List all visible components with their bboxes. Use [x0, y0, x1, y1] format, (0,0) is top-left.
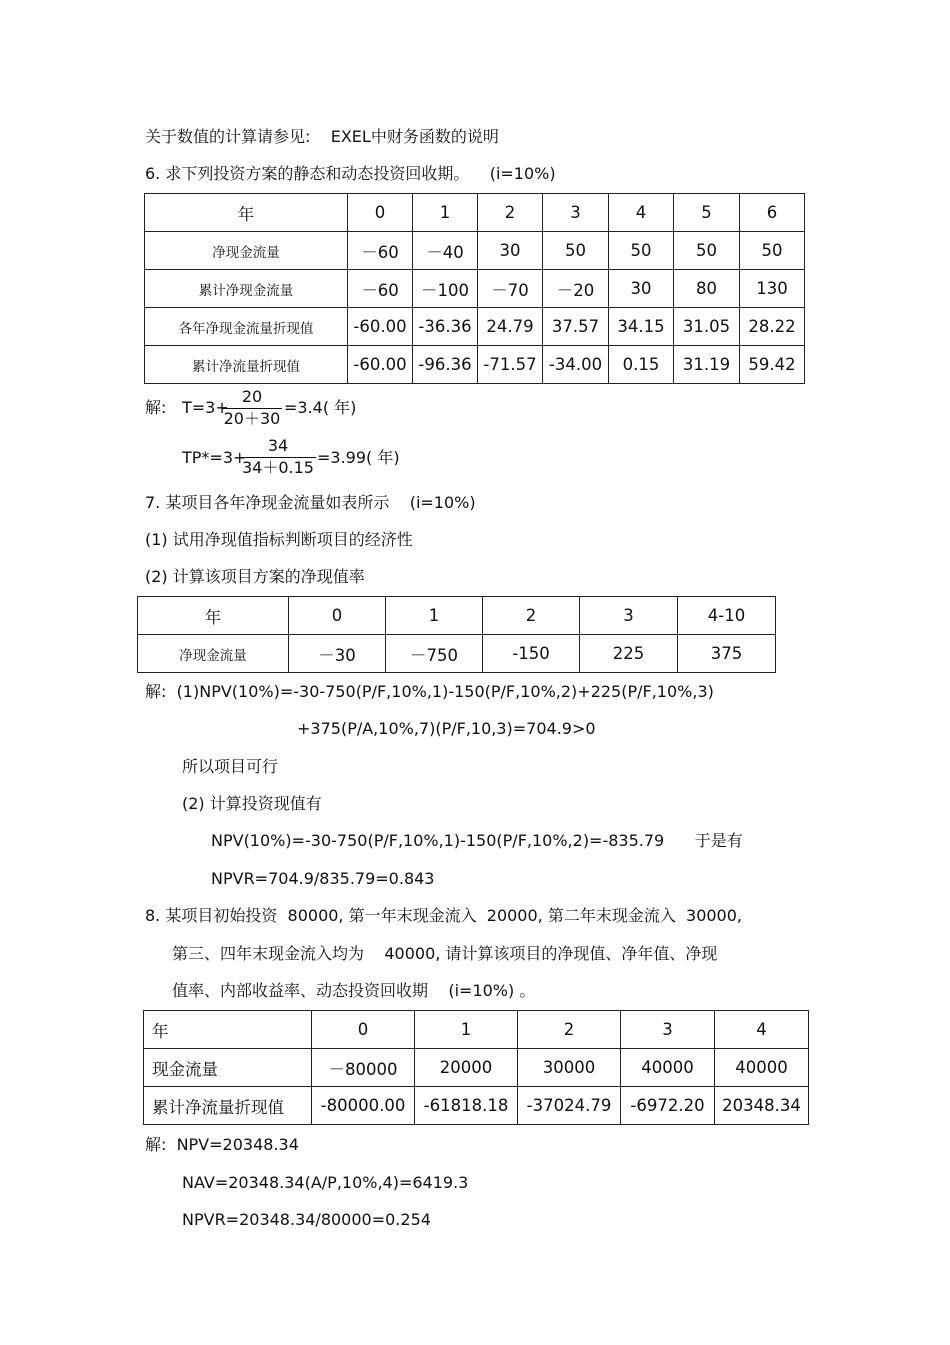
table-cell: 37.57 — [543, 308, 609, 346]
table-cell: 80 — [674, 270, 740, 308]
header-cell: 4 — [609, 194, 674, 232]
table-cell: 50 — [543, 232, 609, 270]
table-cell: -80000.00 — [312, 1087, 415, 1125]
q8-title-line2: 第三、四年末现金流入均为 40000, 请计算该项目的净现值、净年值、净现 — [172, 944, 718, 963]
row-label: 累计净现金流量 — [145, 270, 348, 308]
q6-title: 6. 求下列投资方案的静态和动态投资回收期。 (i=10%) — [145, 164, 556, 183]
header-cell: 5 — [674, 194, 740, 232]
table-cell: 59.42 — [740, 346, 805, 384]
table-header-row — [144, 1011, 809, 1049]
q7-solution-line5: NPV(10%)=-30-750(P/F,10%,1)-150(P/F,10%,2)=-835.79 于是有 — [211, 831, 743, 850]
q7-table — [137, 596, 776, 673]
table-cell: 225 — [580, 635, 678, 673]
table-cell: -60.00 — [348, 346, 413, 384]
header-cell: 1 — [415, 1011, 518, 1049]
q6-tp-denominator: 34＋0.15 — [242, 458, 314, 477]
q7-solution-line6: NPVR=704.9/835.79=0.843 — [211, 869, 435, 888]
table-cell: 24.79 — [478, 308, 543, 346]
q8-solution-line3: NPVR=20348.34/80000=0.254 — [182, 1210, 431, 1229]
table-cell: 130 — [740, 270, 805, 308]
table-row — [145, 308, 805, 346]
table-header-row — [138, 597, 776, 635]
table-row — [145, 346, 805, 384]
header-cell: 4 — [715, 1011, 809, 1049]
table-cell: 40000 — [621, 1049, 715, 1087]
header-cell: 3 — [580, 597, 678, 635]
q6-tp-result: =3.99( 年) — [317, 448, 400, 467]
header-cell: 0 — [348, 194, 413, 232]
q8-title-line1: 8. 某项目初始投资 80000, 第一年末现金流入 20000, 第二年末现金流入 30000, — [145, 906, 742, 925]
table-cell: 30 — [478, 232, 543, 270]
table-cell: －80000 — [312, 1049, 415, 1087]
table-cell: －750 — [386, 635, 483, 673]
header-cell: 3 — [621, 1011, 715, 1049]
q6-tp-prefix: TP*=3+ — [182, 448, 247, 467]
table-cell: 50 — [609, 232, 674, 270]
q6-t-result: =3.4( 年) — [284, 398, 357, 417]
table-cell: －40 — [413, 232, 478, 270]
q6-tp-numerator: 34 — [267, 436, 289, 455]
header-cell: 0 — [312, 1011, 415, 1049]
table-cell: -71.57 — [478, 346, 543, 384]
row-label: 净现金流量 — [138, 635, 289, 673]
header-cell: 4-10 — [678, 597, 776, 635]
table-cell: 28.22 — [740, 308, 805, 346]
table-cell: -36.36 — [413, 308, 478, 346]
header-cell: 年 — [138, 597, 289, 635]
table-cell: －70 — [478, 270, 543, 308]
header-cell: 年 — [145, 194, 348, 232]
table-cell: -6972.20 — [621, 1087, 715, 1125]
q6-t-prefix: T=3+ — [182, 398, 229, 417]
table-cell: 0.15 — [609, 346, 674, 384]
q6-tp-fraction — [240, 437, 316, 477]
table-cell: 34.15 — [609, 308, 674, 346]
table-cell: 375 — [678, 635, 776, 673]
table-cell: －60 — [348, 232, 413, 270]
q7-solution-line2: +375(P/A,10%,7)(P/F,10,3)=704.9>0 — [297, 719, 596, 738]
table-cell: -150 — [483, 635, 580, 673]
table-cell: －20 — [543, 270, 609, 308]
header-cell: 6 — [740, 194, 805, 232]
header-cell: 2 — [478, 194, 543, 232]
header-cell: 0 — [289, 597, 386, 635]
table-cell: 30 — [609, 270, 674, 308]
table-row — [145, 270, 805, 308]
q6-solution-label: 解: — [145, 398, 167, 417]
table-row — [144, 1087, 809, 1125]
table-cell: －100 — [413, 270, 478, 308]
table-cell: -60.00 — [348, 308, 413, 346]
q6-t-numerator: 20 — [241, 387, 263, 406]
row-label: 各年净现金流量折现值 — [145, 308, 348, 346]
q7-title: 7. 某项目各年净现金流量如表所示 (i=10%) — [145, 493, 476, 512]
row-label: 净现金流量 — [145, 232, 348, 270]
table-cell: -96.36 — [413, 346, 478, 384]
q7-solution-line4: (2) 计算投资现值有 — [182, 794, 322, 813]
header-cell: 1 — [386, 597, 483, 635]
q6-t-denominator: 20＋30 — [223, 409, 281, 428]
header-cell: 2 — [483, 597, 580, 635]
q7-sub2: (2) 计算该项目方案的净现值率 — [145, 567, 365, 586]
table-cell: -61818.18 — [415, 1087, 518, 1125]
row-label: 累计净流量折现值 — [145, 346, 348, 384]
table-cell: 31.05 — [674, 308, 740, 346]
table-cell: 31.19 — [674, 346, 740, 384]
q8-title-line3: 值率、内部收益率、动态投资回收期 (i=10%) 。 — [172, 981, 536, 1000]
table-row — [144, 1049, 809, 1087]
table-cell: 50 — [740, 232, 805, 270]
header-cell: 1 — [413, 194, 478, 232]
table-cell: -37024.79 — [518, 1087, 621, 1125]
table-header-row — [145, 194, 805, 232]
q8-solution-line1: 解: NPV=20348.34 — [145, 1135, 299, 1154]
q7-solution-line3: 所以项目可行 — [182, 757, 279, 776]
table-cell: 30000 — [518, 1049, 621, 1087]
q7-sub1: (1) 试用净现值指标判断项目的经济性 — [145, 530, 413, 549]
table-cell: 20348.34 — [715, 1087, 809, 1125]
header-cell: 3 — [543, 194, 609, 232]
intro-note: 关于数值的计算请参见: EXEL中财务函数的说明 — [145, 127, 499, 146]
table-cell: 20000 — [415, 1049, 518, 1087]
table-cell: 40000 — [715, 1049, 809, 1087]
table-cell: -34.00 — [543, 346, 609, 384]
q6-t-fraction — [222, 388, 282, 428]
header-cell: 2 — [518, 1011, 621, 1049]
row-label: 现金流量 — [144, 1049, 312, 1087]
row-label: 累计净流量折现值 — [144, 1087, 312, 1125]
q8-solution-line2: NAV=20348.34(A/P,10%,4)=6419.3 — [182, 1173, 469, 1192]
q8-table — [143, 1010, 809, 1125]
q6-table — [144, 193, 805, 384]
table-row — [145, 232, 805, 270]
table-cell: －60 — [348, 270, 413, 308]
table-cell: －30 — [289, 635, 386, 673]
q7-solution-line1: 解: (1)NPV(10%)=-30-750(P/F,10%,1)-150(P/F,10%,2)+225(P/F,10%,3) — [145, 682, 714, 701]
table-cell: 50 — [674, 232, 740, 270]
header-cell: 年 — [144, 1011, 312, 1049]
table-row — [138, 635, 776, 673]
